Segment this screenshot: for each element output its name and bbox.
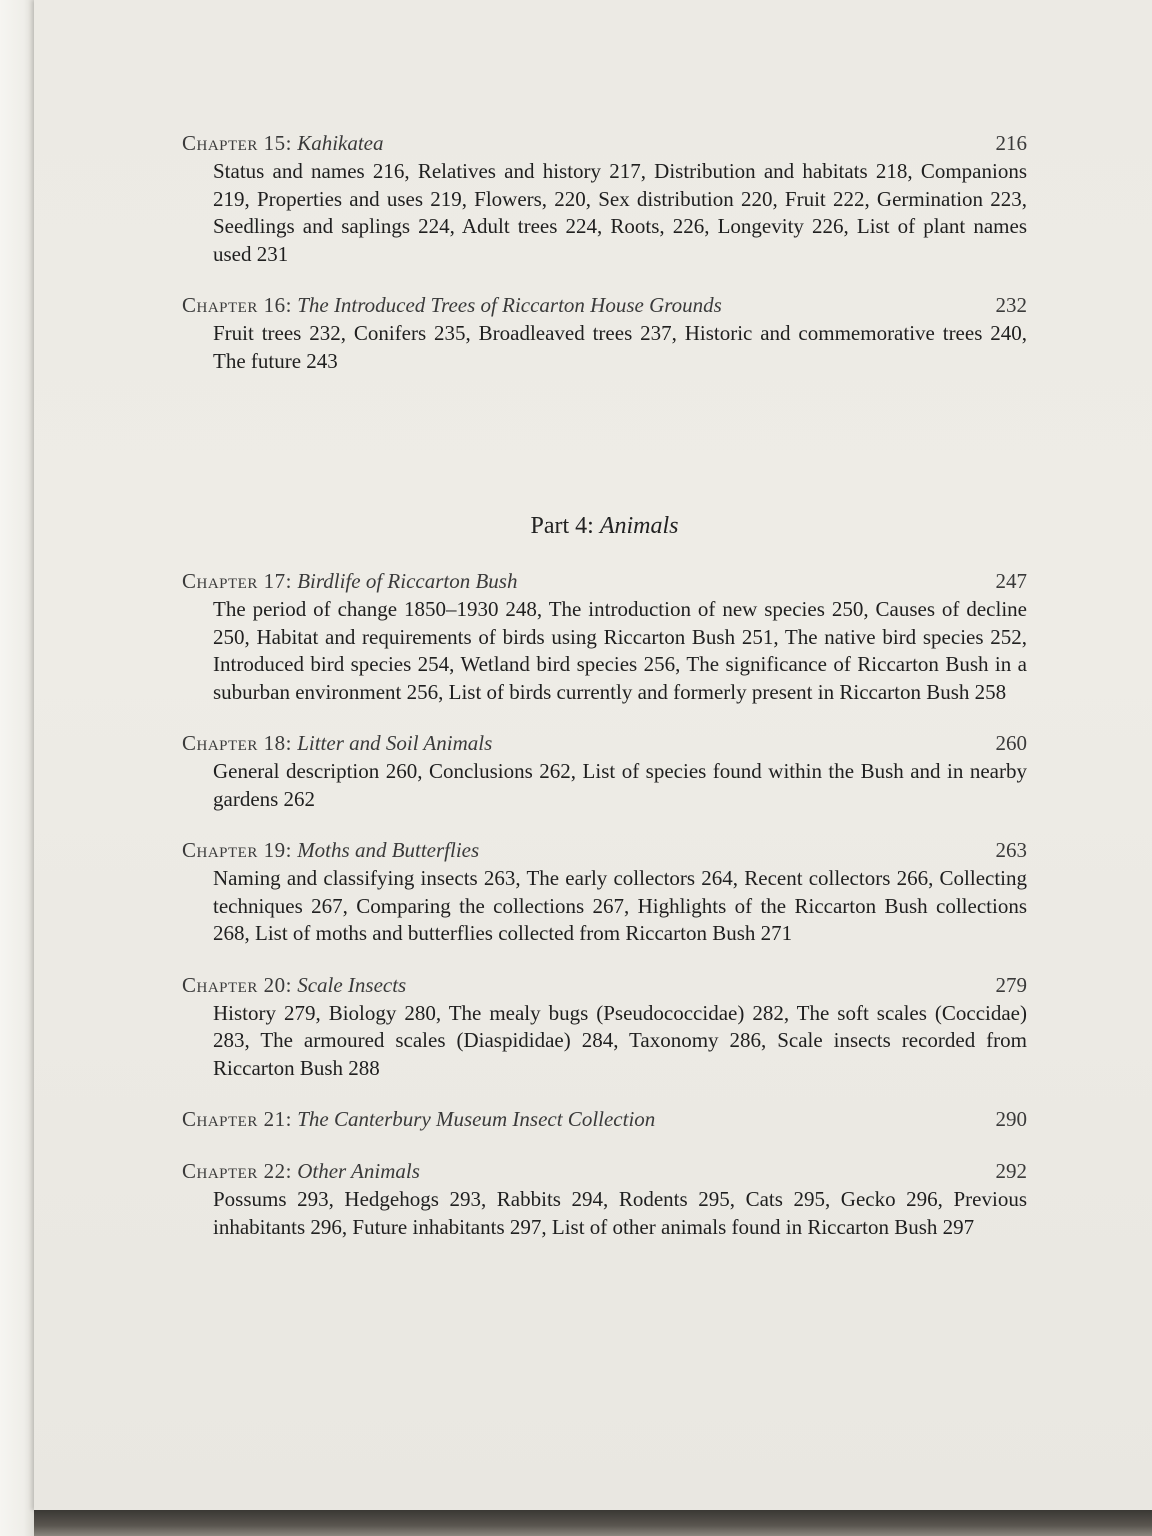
chapter-title: Scale Insects bbox=[297, 972, 407, 997]
chapter-page-number: 260 bbox=[995, 731, 1027, 755]
chapter-page-number: 292 bbox=[995, 1159, 1027, 1183]
chapter-contents: Fruit trees 232, Conifers 235, Broadleaved trees 237, Historic and commemorative trees 240, The future 243 bbox=[213, 321, 1027, 373]
toc-entry-chapter-15 bbox=[182, 128, 1027, 268]
chapter-label: Chapter 20: bbox=[182, 972, 292, 997]
toc-entry-chapter-17 bbox=[182, 566, 1027, 706]
part-heading bbox=[182, 513, 1027, 540]
chapter-heading bbox=[182, 728, 1027, 758]
chapter-contents: The period of change 1850–1930 248, The introduction of new species 250, Causes of decline 250, Habitat and requirements of birds using Riccarton Bush 251, The native bird species 252, Introduced bird species 254, Wetland bird species 256, The significance of Riccarton Bush in a suburban environment 256, List of birds currently and formerly present in Riccarton Bush 258 bbox=[213, 597, 1027, 704]
chapter-heading bbox=[182, 1156, 1027, 1186]
chapter-title: Kahikatea bbox=[297, 131, 384, 155]
chapter-label: Chapter 17: bbox=[182, 569, 292, 593]
chapter-label: Chapter 16: bbox=[182, 293, 292, 317]
chapter-contents: Naming and classifying insects 263, The early collectors 264, Recent collectors 266, Collecting techniques 267, Comparing the collections 267, Highlights of the Riccarton Bush collections 268, List of moths and butterflies collected from Riccarton Bush 271 bbox=[213, 866, 1027, 945]
chapter-title: Birdlife of Riccarton Bush bbox=[297, 569, 518, 593]
chapter-title: Other Animals bbox=[297, 1159, 420, 1183]
book-page bbox=[34, 0, 1152, 1510]
chapter-page-number: 263 bbox=[995, 838, 1027, 862]
toc-entry-chapter-20 bbox=[182, 970, 1027, 1083]
chapter-title: The Introduced Trees of Riccarton House Grounds bbox=[297, 293, 722, 317]
chapter-contents: Possums 293, Hedgehogs 293, Rabbits 294, Rodents 295, Cats 295, Gecko 296, Previous inhabitants 296, Future inhabitants 297, List of other animals found in Riccarton Bush 297 bbox=[213, 1187, 1027, 1239]
chapter-title: Moths and Butterflies bbox=[297, 838, 480, 862]
chapter-contents: General description 260, Conclusions 262, List of species found within the Bush and in nearby gardens 262 bbox=[213, 759, 1027, 811]
chapter-contents: History 279, Biology 280, The mealy bugs (Pseudococcidae) 282, The soft scales (Coccidae) 283, The armoured scales (Diaspididae) 284, Taxonomy 286, Scale insects recorded from Riccarton Bush 288 bbox=[213, 1000, 1027, 1080]
page-bottom-edge bbox=[34, 1510, 1152, 1536]
toc-entry-chapter-18 bbox=[182, 728, 1027, 813]
chapter-label: Chapter 21: bbox=[182, 1107, 292, 1131]
chapter-page-number: 290 bbox=[995, 1107, 1027, 1131]
chapter-heading bbox=[182, 128, 1027, 158]
toc-entry-chapter-16 bbox=[182, 290, 1027, 375]
chapter-heading bbox=[182, 1104, 1027, 1134]
chapter-page-number: 232 bbox=[995, 293, 1027, 317]
chapter-label: Chapter 19: bbox=[182, 838, 292, 862]
toc-entry-chapter-22 bbox=[182, 1156, 1027, 1241]
chapter-heading bbox=[182, 566, 1027, 596]
chapter-label: Chapter 15: bbox=[182, 131, 292, 155]
chapter-heading bbox=[182, 835, 1027, 865]
chapter-label: Chapter 22: bbox=[182, 1159, 292, 1183]
chapter-page-number: 279 bbox=[995, 972, 1027, 997]
part-title: Animals bbox=[599, 513, 679, 539]
chapter-label: Chapter 18: bbox=[182, 731, 292, 755]
chapter-page-number: 216 bbox=[995, 131, 1027, 155]
part-label: Part 4: bbox=[530, 513, 594, 539]
chapter-title: The Canterbury Museum Insect Collection bbox=[297, 1107, 656, 1131]
facing-page-edge bbox=[0, 0, 34, 1536]
toc-entry-chapter-21 bbox=[182, 1104, 1027, 1134]
chapter-contents: Status and names 216, Relatives and history 217, Distribution and habitats 218, Companions 219, Properties and uses 219, Flowers, 220, Sex distribution 220, Fruit 222, Germination 223, Seedlings and saplings 224, Adult trees 224, Roots, 226, Longevity 226, List of plant names used 231 bbox=[213, 159, 1027, 266]
table-of-contents bbox=[182, 128, 1027, 1263]
chapter-title: Litter and Soil Animals bbox=[297, 731, 493, 755]
chapter-heading bbox=[182, 290, 1027, 320]
toc-entry-chapter-19 bbox=[182, 835, 1027, 948]
chapter-heading bbox=[182, 970, 1027, 1000]
chapter-page-number: 247 bbox=[995, 569, 1027, 593]
